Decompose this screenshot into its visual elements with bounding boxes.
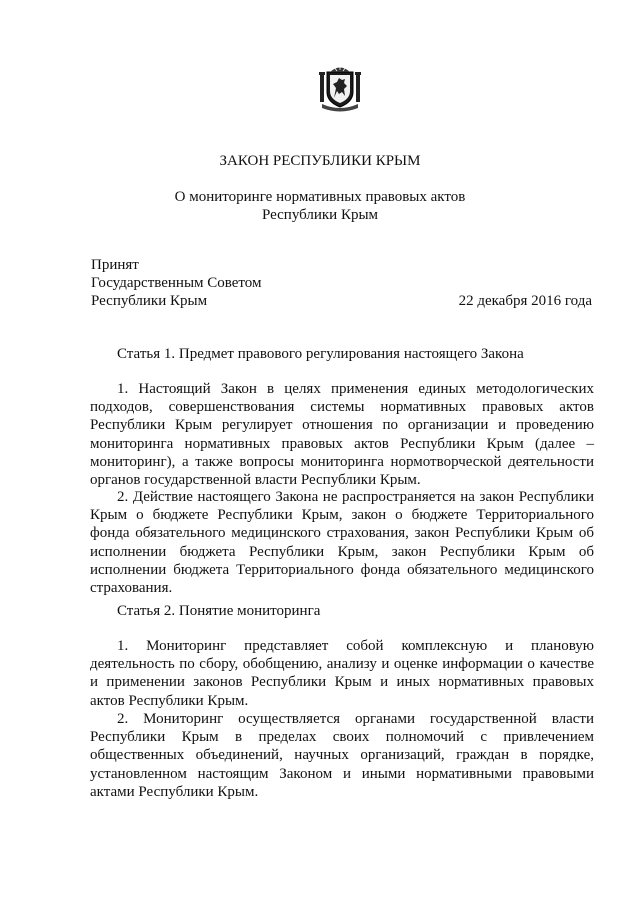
adoption-date: 22 декабря 2016 года — [458, 293, 592, 309]
adoption-line: Республики Крым — [91, 293, 208, 309]
adoption-line: Принят — [91, 257, 139, 273]
article-1-paragraph-2: 2. Действие настоящего Закона не распространяется на закон Республики Крым о бюджете Республики Крым, закон о бюджете Территориального фонда обязательного медицинского страхования, закон Республики Крым об исполнении бюджета Республики Крым, закон Республики Крым об исполнении бюджета Территориального фонда обязательного медицинского страхования. — [90, 489, 594, 597]
subtitle-line: О мониторинге нормативных правовых актов — [174, 189, 466, 205]
article-2-paragraph-2: 2. Мониторинг осуществляется органами государственной власти Республики Крым в пределах своих полномочий с привлечением общественных объединений, научных организаций, граждан в порядке, установленном настоящим Законом и иными нормативными правовыми актами Республики Крым. — [90, 711, 594, 800]
article-1-paragraph-1: 1. Настоящий Закон в целях применения единых методологических подходов, совершенствования системы нормативных правовых актов Республики Крым регулирует отношения по организации и проведению мониторинга нормативных правовых актов Республики Крым (далее – мониторинг), а также вопросы мониторинга нормотворческой деятельности органов государственной власти Республики Крым. — [90, 381, 594, 489]
law-subtitle — [0, 188, 640, 224]
subtitle-line: Республики Крым — [261, 207, 379, 223]
article-2-heading: Статья 2. Понятие мониторинга — [117, 603, 321, 619]
law-title: ЗАКОН РЕСПУБЛИКИ КРЫМ — [219, 153, 421, 169]
article-1-heading: Статья 1. Предмет правового регулирования настоящего Закона — [117, 346, 524, 362]
crimea-coat-of-arms-icon — [318, 62, 362, 112]
article-2-paragraph-1: 1. Мониторинг представляет собой комплексную и плановую деятельность по сбору, обобщению, анализу и оценке информации о качестве и применении законов Республики Крым и иных нормативных правовых актов Республики Крым. — [90, 638, 594, 709]
adoption-line: Государственным Советом — [91, 275, 262, 291]
adoption-block — [91, 256, 262, 310]
